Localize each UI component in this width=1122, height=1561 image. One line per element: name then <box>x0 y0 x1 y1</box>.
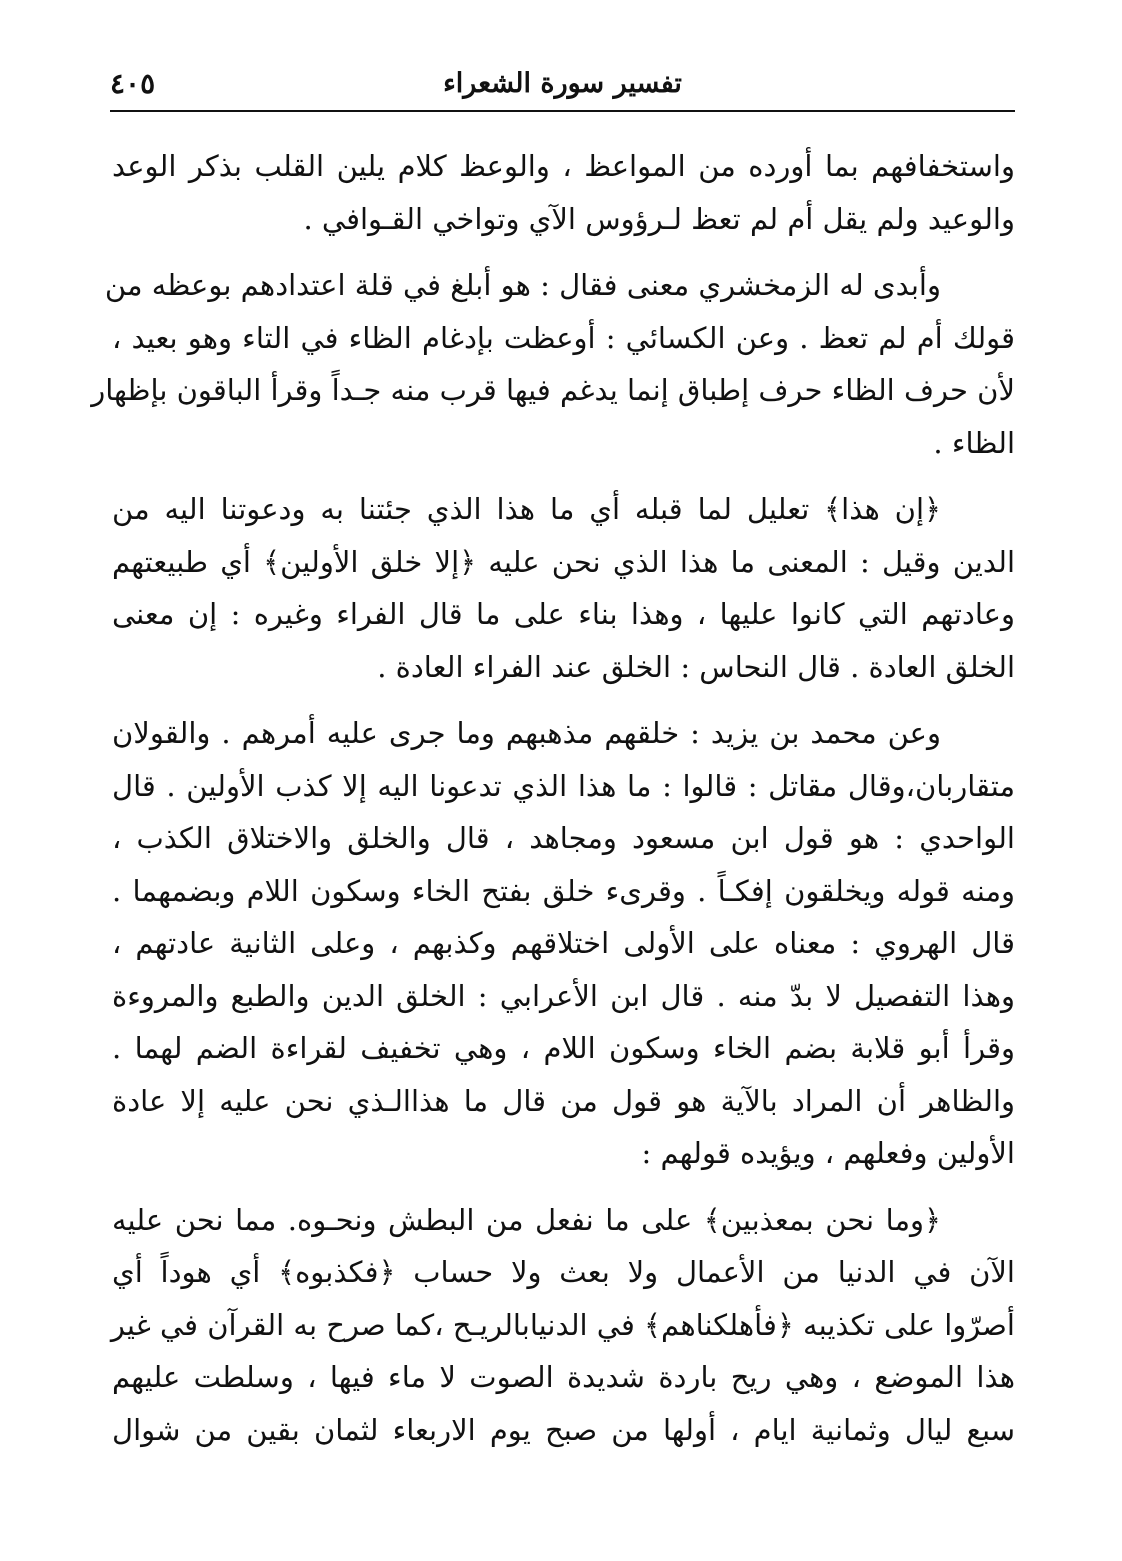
text-line: وقرأ أبو قلابة بضم الخاء وسكون اللام ، وهي تخفيف لقراءة الضم لهما . <box>112 1031 1015 1065</box>
text-line: سبع ليال وثمانية ايام ، أولها من صبح يوم الاربعاء لثمان بقين من شوال <box>112 1412 1015 1447</box>
text-line: الآن في الدنيا من الأعمال ولا بعث ولا حساب ﴿فكذبوه﴾ أي هوداً أي <box>112 1255 1015 1289</box>
page-header <box>110 64 1015 110</box>
text-line: قال الهروي : معناه على الأولى اختلاقهم وكذبهم ، وعلى الثانية عادتهم ، <box>112 926 1015 960</box>
paragraph-3 <box>112 483 1015 693</box>
header-rule <box>110 110 1015 112</box>
text-line: ﴿وما نحن بمعذبين﴾ على ما نفعل من البطش ونحـوه. مما نحن عليه <box>112 1202 941 1237</box>
page-number: ٤٠٥ <box>110 67 156 100</box>
text-line: ومنه قوله ويخلقون إفكـاً . وقرىء خلق بفتح الخاء وسكون اللام وبضمهما . <box>112 873 1015 908</box>
running-title: تفسير سورة الشعراء <box>443 68 682 99</box>
text-line: واستخفافهم بما أورده من المواعظ ، والوعظ كلام يلين القلب بذكر الوعد <box>112 149 1015 183</box>
text-line: الأولين وفعلهم ، ويؤيده قولهم : <box>641 1136 1015 1170</box>
text-line: وعادتهم التي كانوا عليها ، وهذا بناء على ما قال الفراء وغيره : إن معنى <box>112 597 1015 631</box>
text-line: الدين وقيل : المعنى ما هذا الذي نحن عليه ﴿إلا خلق الأولين﴾ أي طبيعتهم <box>112 544 1015 579</box>
paragraph-2 <box>91 259 1015 469</box>
text-line: وأبدى له الزمخشري معنى فقال : هو أبلغ في قلة اعتدادهم بوعظه من <box>104 268 941 302</box>
text-line: متقاربان،وقال مقاتل : قالوا : ما هذا الذي تدعونا اليه إلا كذب الأولين . قال <box>112 768 1015 803</box>
text-line: وعن محمد بن يزيد : خلقهم مذهبهم وما جرى عليه أمرهم . والقولان <box>112 716 941 750</box>
body-text <box>91 140 1015 1456</box>
text-line: والوعيد ولم يقل أم لم تعظ لـرؤوس الآي وتواخي القـوافي . <box>303 201 1015 236</box>
paragraph-5 <box>112 1194 1015 1457</box>
paragraph-1 <box>112 140 1015 245</box>
text-line: وهذا التفصيل لا بدّ منه . قال ابن الأعرابي : الخلق الدين والطبع والمروءة <box>112 978 1015 1013</box>
text-line: لأن حرف الظاء حرف إطباق إنما يدغم فيها قرب منه جـداً وقرأ الباقون بإظهار <box>91 373 1015 407</box>
text-line: هذا الموضع ، وهي ريح باردة شديدة الصوت لا ماء فيها ، وسلطت عليهم <box>112 1360 1015 1394</box>
text-line: ﴿إن هذا﴾ تعليل لما قبله أي ما هذا الذي جئتنا به ودعوتنا اليه من <box>112 492 941 526</box>
text-line: الخلق العادة . قال النحاس : الخلق عند الفراء العادة . <box>377 649 1015 684</box>
text-line: أصرّوا على تكذيبه ﴿فأهلكناهم﴾ في الدنيابالريـح ،كما صرح به القرآن في غير <box>110 1307 1015 1342</box>
paragraph-4 <box>112 707 1015 1180</box>
text-line: الواحدي : هو قول ابن مسعود ومجاهد ، قال والخلق والاختلاق الكذب ، <box>112 821 1015 855</box>
text-line: قولك أم لم تعظ . وعن الكسائي : أوعظت بإدغام الظاء في التاء وهو بعيد ، <box>112 320 1015 355</box>
text-line: والظاهر أن المراد بالآية هو قول من قال ما هذاالـذي نحن عليه إلا عادة <box>112 1083 1015 1118</box>
text-line: الظاء . <box>933 425 1015 460</box>
